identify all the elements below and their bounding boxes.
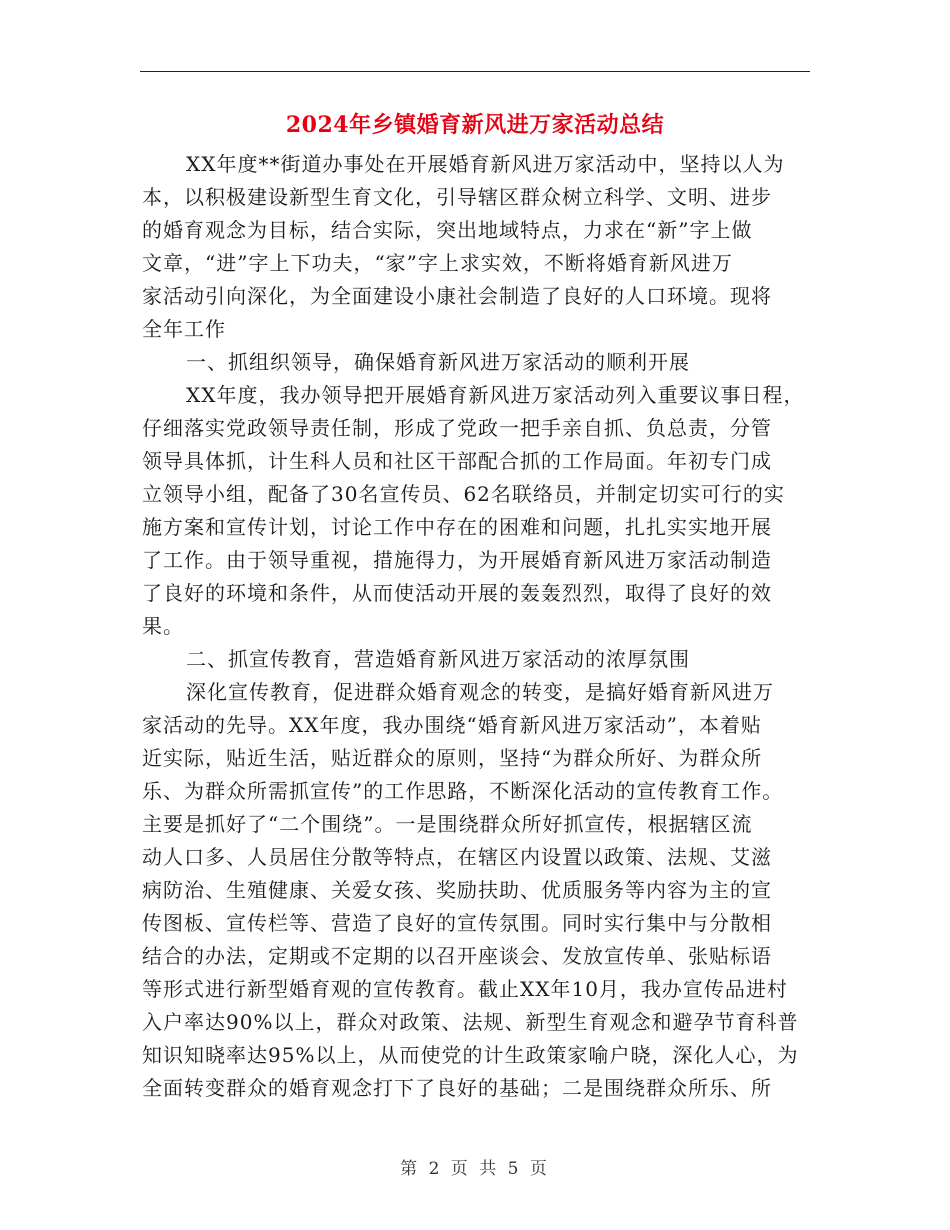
text-line: 家活动引向深化，为全面建设小康社会制造了良好的人口环境。现将 [142, 284, 772, 308]
text-line: 近实际，贴近生活，贴近群众的原则，坚持“为群众所好、为群众所 [142, 746, 763, 770]
text-line: 的婚育观念为目标，结合实际，突出地域特点，力求在“新”字上做 [142, 218, 753, 242]
text-line: 知识知晓率达95%以上，从而使党的计生政策家喻户晓，深化人心，为 [142, 1043, 799, 1067]
text-line: 立领导小组，配备了30名宣传员、62名联络员，并制定切实可行的实 [142, 482, 785, 506]
text-line: 了良好的环境和条件，从而使活动开展的轰轰烈烈，取得了良好的效 [142, 581, 772, 605]
text-line: 病防治、生殖健康、关爱女孩、奖励扶助、优质服务等内容为主的宣 [142, 878, 772, 902]
text-line: 文章，“进”字上下功夫，“家”字上求实效，不断将婚育新风进万 [142, 251, 733, 275]
text-line: 结合的办法，定期或不定期的以召开座谈会、发放宣传单、张贴标语 [142, 944, 772, 968]
text-line: 家活动的先导。XX年度，我办围绕“婚育新风进万家活动”，本着贴 [142, 713, 762, 737]
text-line: 果。 [142, 614, 184, 638]
text-line: 入户率达90%以上，群众对政策、法规、新型生育观念和避孕节育科普 [142, 1010, 799, 1034]
text-line: 等形式进行新型婚育观的宣传教育。截止XX年10月，我办宣传品进村 [142, 977, 788, 1001]
text-line: 传图板、宣传栏等、营造了良好的宣传氛围。同时实行集中与分散相 [142, 911, 772, 935]
text-line: 一、抓组织领导，确保婚育新风进万家活动的顺利开展 [186, 350, 690, 374]
text-line: 了工作。由于领导重视，措施得力，为开展婚育新风进万家活动制造 [142, 548, 772, 572]
document-body [142, 148, 810, 1105]
text-line: 深化宣传教育，促进群众婚育观念的转变，是搞好婚育新风进万 [186, 680, 774, 704]
text-line: 动人口多、人员居住分散等特点，在辖区内设置以政策、法规、艾滋 [142, 845, 772, 869]
text-line: 领导具体抓，计生科人员和社区干部配合抓的工作局面。年初专门成 [142, 449, 772, 473]
text-line: XX年度，我办领导把开展婚育新风进万家活动列入重要议事日程， [186, 383, 805, 407]
document-title: 2024年乡镇婚育新风进万家活动总结 [285, 112, 665, 138]
text-line: 本，以积极建设新型生育文化，引导辖区群众树立科学、文明、进步 [142, 185, 772, 209]
text-line: 仔细落实党政领导责任制，形成了党政一把手亲自抓、负总责，分管 [142, 416, 772, 440]
text-line: XX年度**街道办事处在开展婚育新风进万家活动中，坚持以人为 [186, 152, 785, 176]
text-line: 二、抓宣传教育，营造婚育新风进万家活动的浓厚氛围 [186, 647, 690, 671]
text-line: 全面转变群众的婚育观念打下了良好的基础；二是围绕群众所乐、所 [142, 1076, 772, 1100]
text-line: 全年工作 [142, 317, 226, 341]
page-number: 第 2 页 共 5 页 [400, 1159, 550, 1179]
text-line: 主要是抓好了“二个围绕”。一是围绕群众所好抓宣传，根据辖区流 [142, 812, 753, 836]
text-line: 乐、为群众所需抓宣传”的工作思路，不断深化活动的宣传教育工作。 [142, 779, 784, 803]
text-line: 施方案和宣传计划，讨论工作中存在的困难和问题，扎扎实实地开展 [142, 515, 772, 539]
header-rule [140, 71, 810, 72]
